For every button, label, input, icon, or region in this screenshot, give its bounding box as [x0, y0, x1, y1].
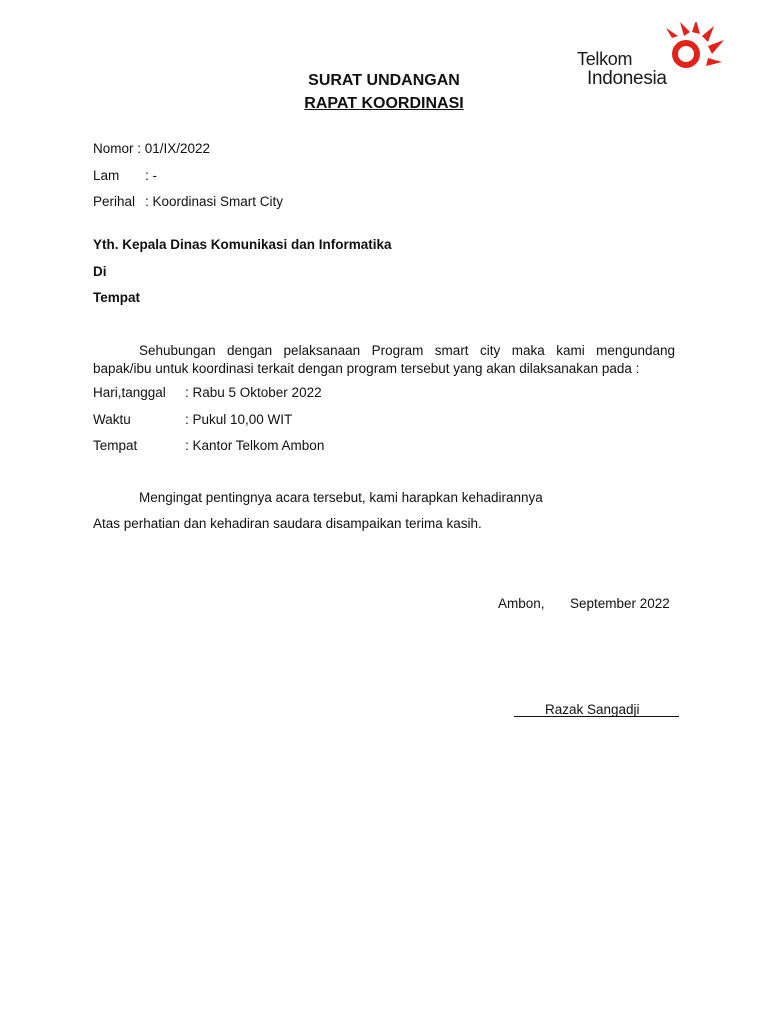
detail-value: : Pukul 10,00 WIT	[185, 412, 293, 427]
perihal-label: Perihal	[93, 194, 136, 209]
signatory-name: Razak Sangadji	[545, 702, 640, 717]
perihal-line	[93, 194, 283, 209]
body-paragraph	[93, 342, 675, 378]
detail-row	[93, 412, 292, 427]
document-title: SURAT UNDANGAN	[308, 72, 460, 89]
detail-label: Waktu	[93, 412, 131, 427]
detail-row	[93, 385, 322, 400]
perihal-value: : Koordinasi Smart City	[145, 194, 284, 209]
recipient-line-3: Tempat	[93, 290, 141, 305]
logo-line-2: Indonesia	[587, 68, 667, 89]
signature-place: Ambon,	[498, 596, 545, 611]
lam-line	[93, 168, 157, 183]
logo-line-1: Telkom	[577, 49, 633, 69]
closing-line-1: Mengingat pentingnya acara tersebut, kami harapkan kehadirannya	[139, 490, 543, 505]
document-subtitle: RAPAT KOORDINASI	[304, 95, 464, 112]
lam-label: Lam	[93, 168, 120, 183]
nomor-line: Nomor : 01/IX/2022	[93, 141, 211, 156]
detail-value: : Rabu 5 Oktober 2022	[185, 385, 322, 400]
detail-label: Hari,tanggal	[93, 385, 166, 400]
signature-date: September 2022	[570, 596, 670, 611]
recipient-line-2: Di	[93, 264, 107, 279]
recipient-line-1: Yth. Kepala Dinas Komunikasi dan Informatika	[93, 237, 392, 252]
detail-value: : Kantor Telkom Ambon	[185, 438, 325, 453]
lam-value: : -	[145, 168, 157, 183]
closing-line-2: Atas perhatian dan kehadiran saudara disampaikan terima kasih.	[93, 516, 482, 531]
body-paragraph-text: Sehubungan dengan pelaksanaan Program smart city maka kami mengundang bapak/ibu untuk koordinasi terkait dengan program tersebut yang akan dilaksanakan pada :	[93, 343, 675, 376]
detail-row	[93, 438, 324, 453]
detail-label: Tempat	[93, 438, 138, 453]
signature-underline	[514, 716, 679, 717]
